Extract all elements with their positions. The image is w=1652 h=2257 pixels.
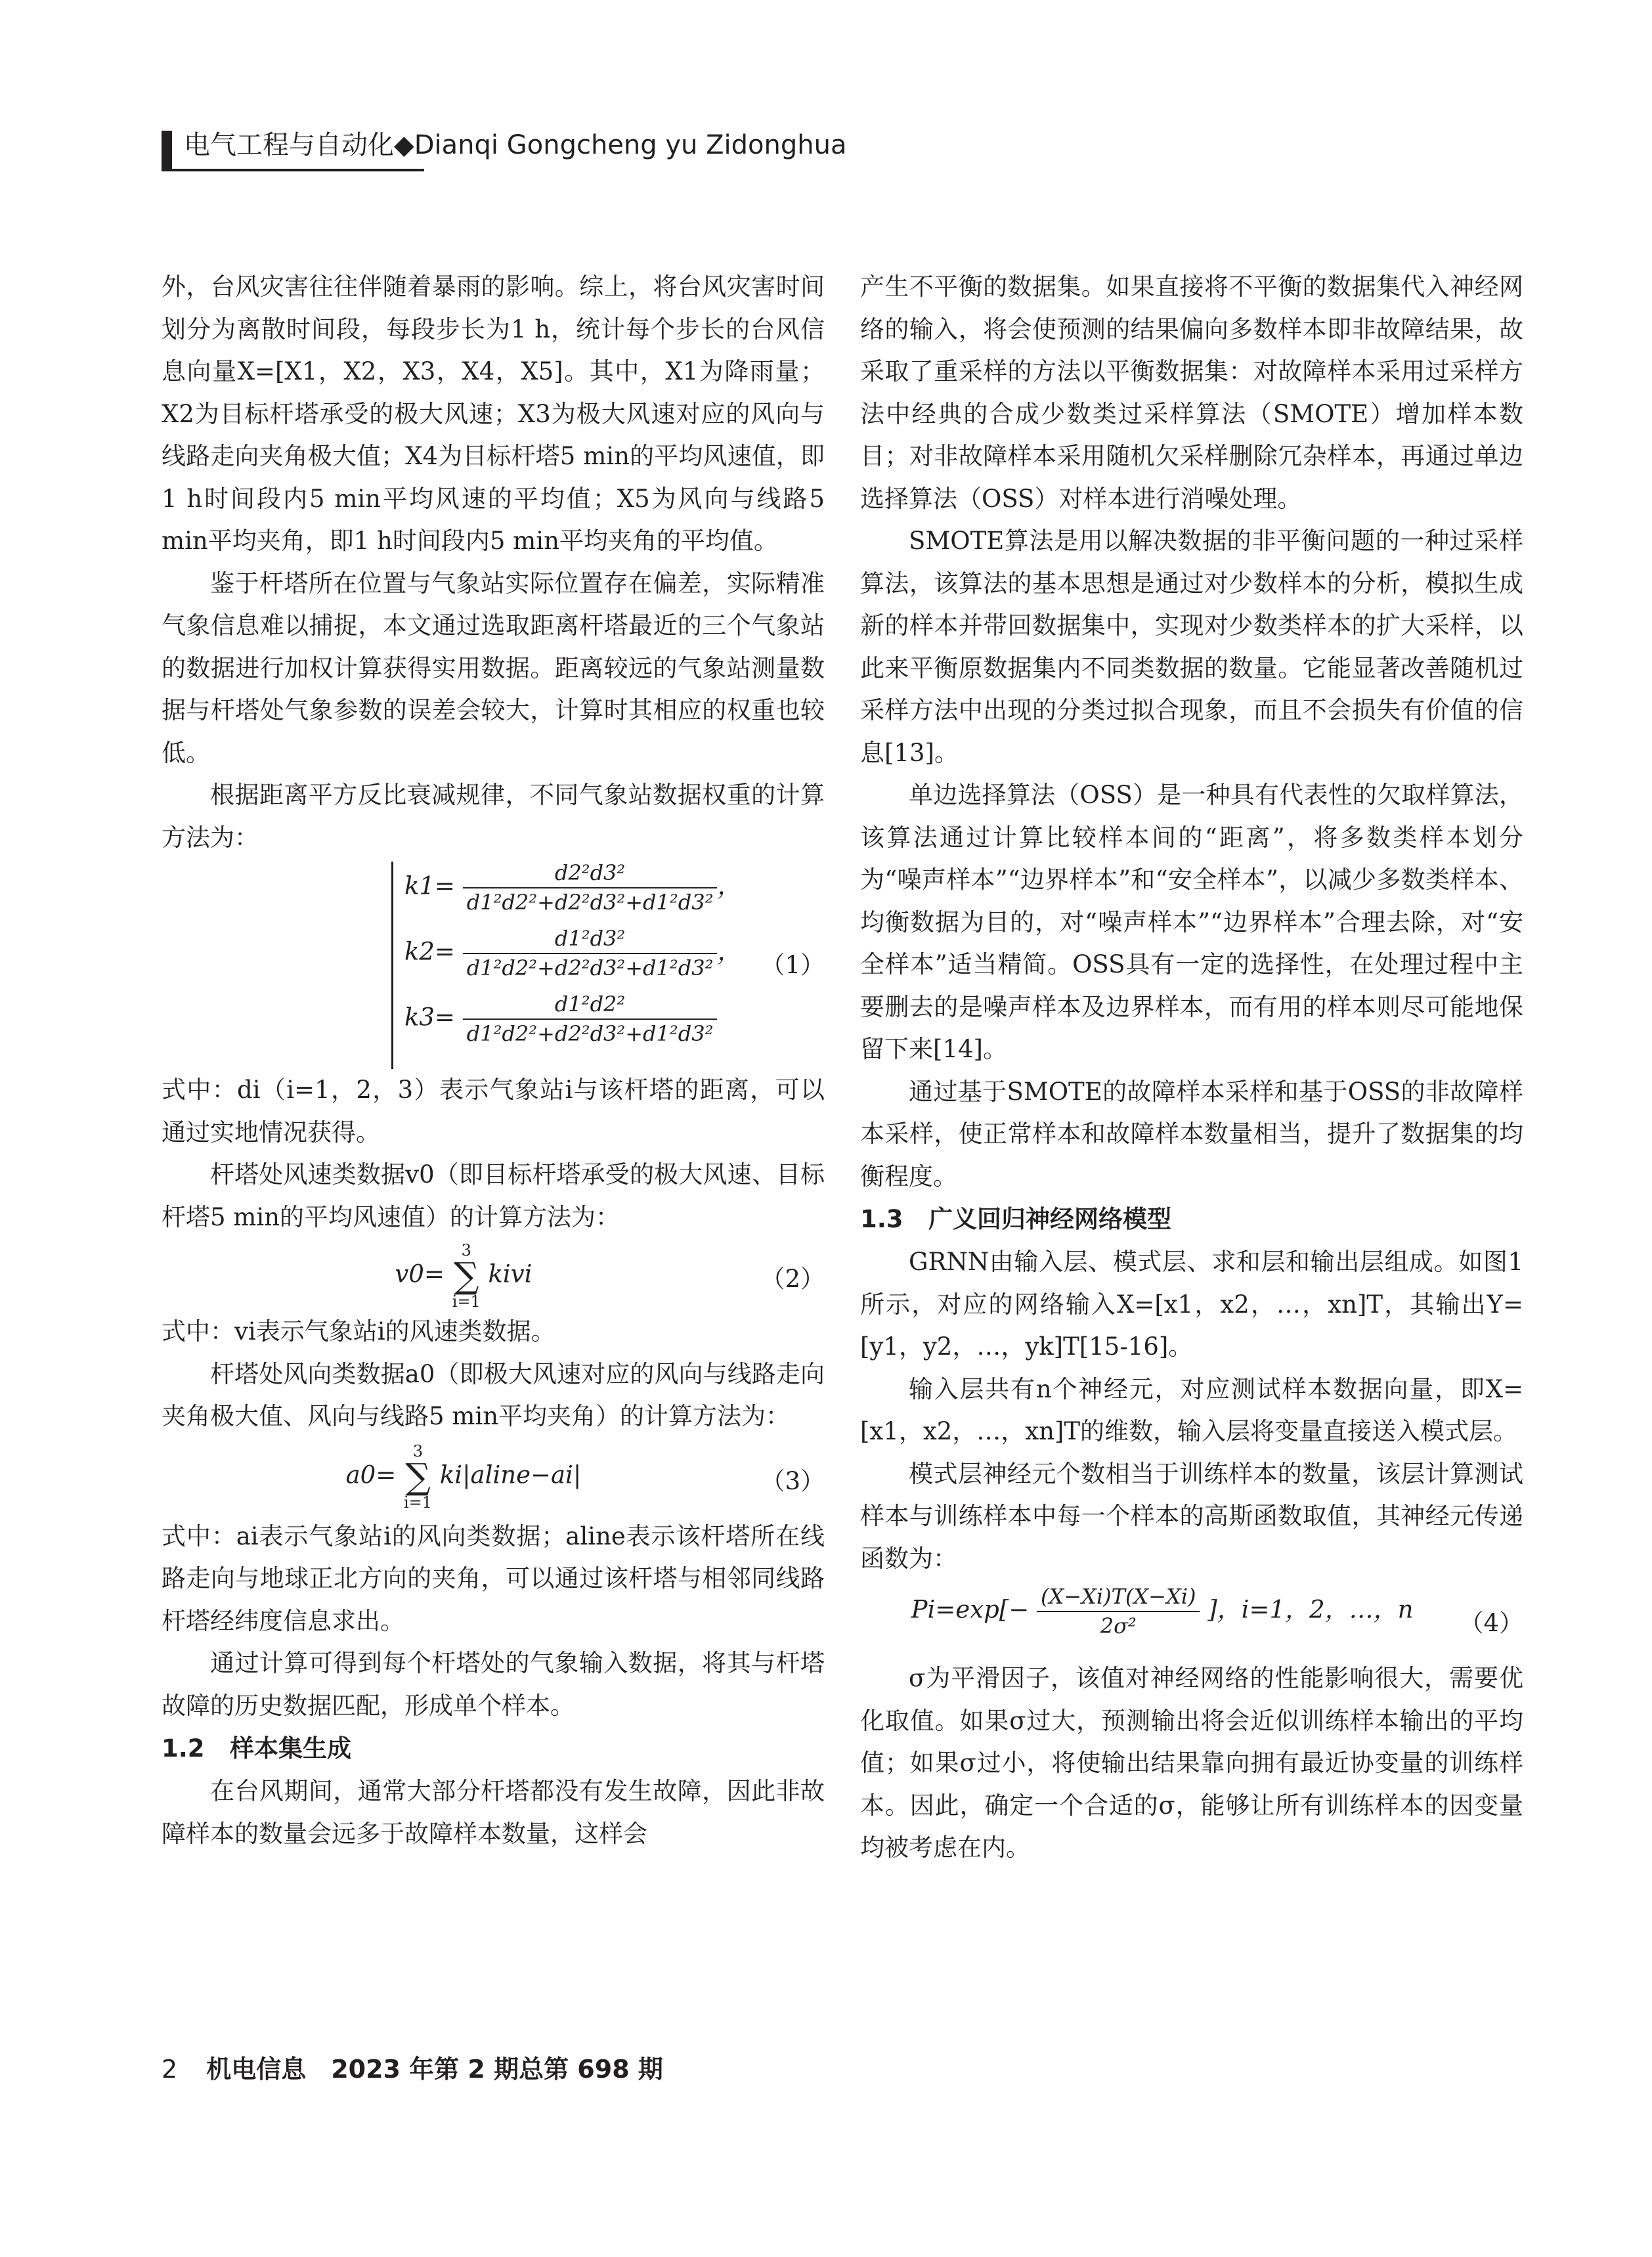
paragraph: 模式层神经元个数相当于训练样本的数量，该层计算测试样本与训练样本中每一个样本的高斯函数取值，其神经元传递函数为： <box>860 1459 1523 1573</box>
paragraph: 单边选择算法（OSS）是一种具有代表性的欠取样算法，该算法通过计算比较样本间的“距离”，将多数类样本划分为“噪声样本”“边界样本”和“安全样本”，以减少多数类样本、均衡数据为目的，对“噪声样本”“边界样本”合理去除，对“安全样本”适当精简。OSS具有一定的选择性，在处理过程中主要删去的是噪声样本及边界样本，而有用的样本则尽可能地保留下来[14]。 <box>860 781 1523 1063</box>
header-bar <box>162 131 172 170</box>
sum-symbol: 3 ∑ i=1 <box>452 1241 481 1311</box>
equation-brace <box>391 862 397 1069</box>
numerator: d2²d3² <box>463 862 718 888</box>
paragraph: 杆塔处风向类数据a0（即极大风速对应的风向与线路走向夹角极大值、风向与线路5 min平均夹角）的计算方法为： <box>162 1359 825 1430</box>
paragraph: 鉴于杆塔所在位置与气象站实际位置存在偏差，实际精准气象信息难以捕捉，本文通过选取距离杆塔最近的三个气象站的数据进行加权计算获得实用数据。距离较远的气象站测量数据与杆塔处气象参数的误差会较大，计算时其相应的权重也较低。 <box>162 569 825 767</box>
numerator: d1²d2² <box>463 993 718 1020</box>
paragraph: σ为平滑因子，该值对神经网络的性能影响很大，需要优化取值。如果σ过大，预测输出将会近似训练样本输出的平均值；如果σ过小，将使输出结果靠向拥有最近协变量的训练样本。因此，确定一个合适的σ，能够让所有训练样本的因变量均被考虑在内。 <box>860 1664 1523 1862</box>
eq-rhs: ki|aline−ai| <box>439 1460 582 1489</box>
equation-3 <box>162 1438 825 1516</box>
eq-lhs: Pi=exp[− <box>911 1595 1030 1624</box>
equation-number: （2） <box>760 1265 825 1293</box>
header-rule <box>162 169 424 171</box>
equation-number: （4） <box>1459 1609 1523 1637</box>
sum-upper: 3 <box>412 1441 424 1460</box>
equation-2 <box>162 1238 825 1311</box>
equation-number: （3） <box>760 1466 825 1495</box>
equation-number: （1） <box>760 951 825 979</box>
fraction <box>463 927 718 980</box>
denominator: 2σ² <box>1100 1613 1137 1639</box>
right-column <box>860 266 1523 1870</box>
paragraph: GRNN由输入层、模式层、求和层和输出层组成。如图1所示，对应的网络输入X=[x1，x2，…，xn]T，其输出Y=[y1，y2，…，yk]T[15-16]。 <box>860 1248 1523 1361</box>
eq-k1: k1= <box>404 871 455 900</box>
fraction <box>463 993 718 1045</box>
eq-lhs: v0= <box>395 1260 445 1288</box>
left-column <box>162 266 825 1855</box>
equation-4 <box>860 1580 1523 1657</box>
fraction <box>463 862 718 914</box>
denominator: d1²d2²+d2²d3²+d1²d3² <box>466 955 714 981</box>
paragraph: 杆塔处风速类数据v0（即目标杆塔承受的极大风速、目标杆塔5 min的平均风速值）的计算方法为： <box>162 1160 825 1231</box>
paragraph: 在台风期间，通常大部分杆塔都没有发生故障，因此非故障样本的数量会远多于故障样本数量，这样会 <box>162 1777 825 1848</box>
fraction <box>1037 1585 1200 1638</box>
journal-title: 电气工程与自动化◆Dianqi Gongcheng yu Zidonghua <box>184 130 847 160</box>
paragraph: 外，台风灾害往往伴随着暴雨的影响。综上，将台风灾害时间划分为离散时间段，每段步长为1 h，统计每个步长的台风信息向量X=[X1，X2，X3，X4，X5]。其中，X1为降雨量；X2为目标杆塔承受的极大风速；X3为极大风速对应的风向与线路走向夹角极大值；X4为目标杆塔5 min的平均风速值，即1 h时间段内5 min平均风速的平均值；X5为风向与线路5 min平均夹角，即1 h时间段内5 min平均夹角的平均值。 <box>162 273 825 555</box>
section-number: 1.2 <box>162 1734 205 1763</box>
paragraph: 根据距离平方反比衰减规律，不同气象站数据权重的计算方法为： <box>162 781 825 852</box>
eq-k3: k3= <box>404 1003 455 1032</box>
paragraph: 式中：ai表示气象站i的风向类数据；aline表示该杆塔所在线路走向与地球正北方向的夹角，可以通过该杆塔与相邻同线路杆塔经纬度信息求出。 <box>162 1522 825 1635</box>
eq-rhs: kivi <box>488 1260 533 1288</box>
section-title: 广义回归神经网络模型 <box>928 1205 1171 1233</box>
paragraph: 通过基于SMOTE的故障样本采样和基于OSS的非故障样本采样，使正常样本和故障样本数量相当，提升了数据集的均衡程度。 <box>860 1077 1523 1191</box>
issue-info: 机电信息 2023 年第 2 期总第 698 期 <box>206 2055 663 2084</box>
eq-k2: k2= <box>404 937 455 966</box>
page-footer <box>162 2049 663 2085</box>
paragraph: 产生不平衡的数据集。如果直接将不平衡的数据集代入神经网络的输入，将会使预测的结果偏向多数样本即非故障结果，故采取了重采样的方法以平衡数据集：对故障样本采用过采样方法中经典的合成少数类过采样算法（SMOTE）增加样本数目；对非故障样本采用随机欠采样删除冗杂样本，再通过单边选择算法（OSS）对样本进行消噪处理。 <box>860 273 1523 513</box>
eq-lhs: a0= <box>345 1460 397 1489</box>
eq-rhs: ]，i=1，2，…，n <box>1207 1595 1414 1624</box>
page-number: 2 <box>162 2055 178 2084</box>
section-heading <box>162 1727 825 1770</box>
section-heading <box>860 1198 1523 1241</box>
section-number: 1.3 <box>860 1205 903 1233</box>
sum-lower: i=1 <box>404 1493 433 1512</box>
paragraph: SMOTE算法是用以解决数据的非平衡问题的一种过采样算法，该算法的基本思想是通过对少数样本的分析，模拟生成新的样本并带回数据集中，实现对少数类样本的扩大采样，以此来平衡原数据集内不同类数据的数量。它能显著改善随机过采样方法中出现的分类过拟合现象，而且不会损失有价值的信息[13]。 <box>860 527 1523 767</box>
paragraph: 式中：di（i=1，2，3）表示气象站i与该杆塔的距离，可以通过实地情况获得。 <box>162 1076 825 1147</box>
paragraph: 式中：vi表示气象站i的风速类数据。 <box>162 1317 555 1346</box>
equation-1: k1= $\frac{\text{d2²d3²}}{\text{d1²d2²+d2²d3²+d1²d3²}}$ ， k2= $\frac{\text{d1²d3²}}{\text{d1²d2²+d2²d3²+d1²d3²}}$ ， k3= $\frac{\text{d1²d2²}}{\text{d1²d2²+d2²d3²+d1²d3²}}$ （1） <box>162 862 825 1069</box>
denominator: d1²d2²+d2²d3²+d1²d3² <box>466 890 714 915</box>
denominator: d1²d2²+d2²d3²+d1²d3² <box>466 1021 714 1047</box>
numerator: d1²d3² <box>463 927 718 954</box>
paragraph: 输入层共有n个神经元，对应测试样本数据向量，即X=[x1，x2，…，xn]T的维数，输入层将变量直接送入模式层。 <box>860 1374 1523 1445</box>
numerator: (X−Xi)T(X−Xi) <box>1037 1585 1200 1612</box>
sum-symbol: 3 ∑ i=1 <box>404 1441 433 1512</box>
paragraph: 通过计算可得到每个杆塔处的气象输入数据，将其与杆塔故障的历史数据匹配，形成单个样本。 <box>162 1649 825 1720</box>
sum-upper: 3 <box>461 1241 471 1260</box>
section-title: 样本集生成 <box>230 1734 351 1763</box>
sum-lower: i=1 <box>452 1292 481 1311</box>
